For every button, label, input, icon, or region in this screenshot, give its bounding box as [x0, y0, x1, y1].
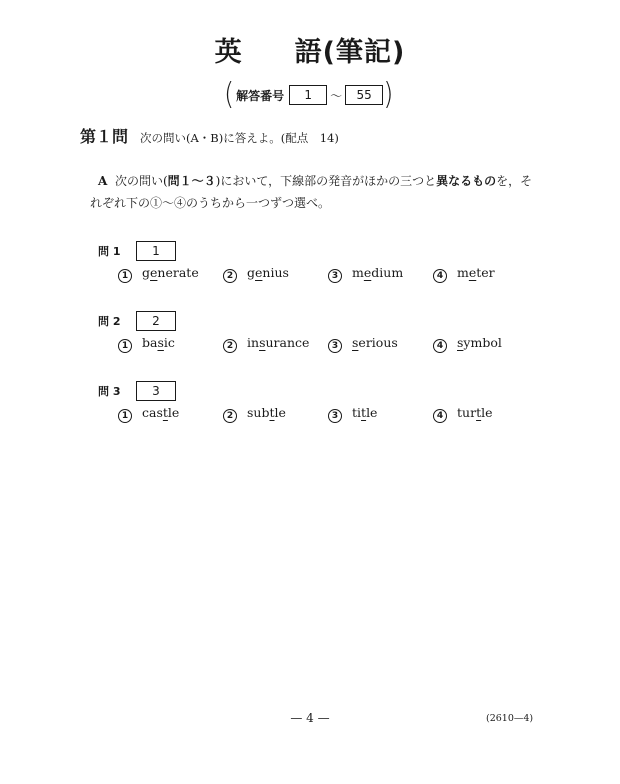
- option-word: [457, 265, 495, 280]
- section-instruction: 次の問い(A・B)に答えよ。(配点 14): [140, 131, 339, 145]
- question-label: 問 2: [98, 315, 121, 328]
- section-heading: 第１問: [80, 127, 129, 146]
- question-header: [98, 311, 176, 331]
- option[interactable]: [118, 265, 199, 282]
- part-a-label: A: [98, 174, 108, 188]
- option-word: [352, 335, 398, 350]
- question-label: 問 3: [98, 385, 121, 398]
- option[interactable]: [328, 265, 403, 282]
- part-a-line1: [98, 174, 532, 188]
- option-number: 1: [118, 269, 132, 283]
- underlined-letter: t: [269, 405, 275, 420]
- word-part: ba: [142, 335, 158, 350]
- option[interactable]: [433, 335, 502, 352]
- word-part: sub: [247, 405, 270, 420]
- word-part: g: [142, 265, 151, 280]
- option-row: [0, 335, 620, 355]
- part-a-line2: れぞれ下の①～④のうちから一つずつ選べ。: [90, 196, 331, 210]
- underlined-letter: t: [476, 405, 482, 420]
- answer-number-range: [224, 77, 394, 113]
- option-number: 1: [118, 339, 132, 353]
- answer-box[interactable]: 3: [136, 381, 176, 401]
- paren-close: ): [383, 77, 394, 113]
- option-word: [247, 335, 309, 350]
- answer-box[interactable]: 1: [136, 241, 176, 261]
- word-part: ic: [163, 335, 175, 350]
- option[interactable]: [433, 405, 493, 422]
- word-part: m: [352, 265, 364, 280]
- page-number: — 4 —: [290, 711, 330, 725]
- option-number: 4: [433, 339, 447, 353]
- underlined-letter: t: [361, 405, 367, 420]
- paren-open: (: [224, 77, 235, 113]
- option-word: [142, 265, 199, 280]
- option[interactable]: [328, 405, 377, 422]
- answer-range-start-box: 1: [289, 85, 327, 105]
- title-main: 英: [214, 37, 243, 68]
- underlined-letter: s: [259, 335, 266, 350]
- word-part: ter: [476, 265, 495, 280]
- option-word: [457, 405, 493, 420]
- answer-box[interactable]: 2: [136, 311, 176, 331]
- option-number: 3: [328, 409, 342, 423]
- option-row: [0, 405, 620, 425]
- option[interactable]: [433, 265, 495, 282]
- underlined-letter: e: [255, 265, 263, 280]
- underlined-letter: e: [363, 265, 372, 280]
- option-number: 2: [223, 339, 237, 353]
- word-part: le: [167, 405, 180, 420]
- section-header: [80, 124, 339, 147]
- option[interactable]: [118, 405, 179, 422]
- option-number: 1: [118, 409, 132, 423]
- question-header: [98, 381, 176, 401]
- option-number: 4: [433, 269, 447, 283]
- word-part: erious: [358, 335, 398, 350]
- question-label: 問 1: [98, 245, 121, 258]
- option-word: [142, 335, 175, 350]
- word-part: le: [481, 405, 493, 420]
- option-row: [0, 265, 620, 285]
- document-code: (2610—4): [486, 713, 534, 724]
- word-part: nius: [262, 265, 289, 280]
- answer-range-label: 解答番号: [236, 88, 285, 103]
- underlined-letter: e: [150, 265, 158, 280]
- option-word: [247, 265, 289, 280]
- page-title: [0, 30, 620, 69]
- word-part: urance: [265, 335, 310, 350]
- option-number: 3: [328, 269, 342, 283]
- word-part: dium: [371, 265, 404, 280]
- answer-range-end-box: 55: [345, 85, 383, 105]
- word-part: g: [247, 265, 256, 280]
- option[interactable]: [223, 265, 289, 282]
- option[interactable]: [223, 405, 286, 422]
- word-part: ymbol: [463, 335, 502, 350]
- question-header: [98, 241, 176, 261]
- part-a-text-3: を，そ: [496, 174, 533, 188]
- option[interactable]: [118, 335, 175, 352]
- underlined-letter: e: [468, 265, 477, 280]
- underlined-letter: s: [352, 335, 359, 350]
- word-part: ti: [352, 405, 362, 420]
- title-rest: 語(筆記): [294, 37, 406, 68]
- option-number: 4: [433, 409, 447, 423]
- underlined-letter: t: [162, 405, 168, 420]
- word-part: tur: [457, 405, 477, 420]
- option-number: 2: [223, 269, 237, 283]
- option-word: [247, 405, 286, 420]
- part-a-bold-diff: 異なるもの: [436, 174, 497, 188]
- option[interactable]: [223, 335, 309, 352]
- underlined-letter: s: [157, 335, 164, 350]
- underlined-letter: s: [457, 335, 464, 350]
- part-a-text-2: )において，下線部の発音がほかの三つと: [215, 174, 437, 188]
- word-part: m: [457, 265, 469, 280]
- option-word: [142, 405, 179, 420]
- word-part: cas: [142, 405, 163, 420]
- part-a-text-1: 次の問い(: [114, 174, 168, 188]
- part-a-instructions: [90, 170, 538, 214]
- option-word: [457, 335, 502, 350]
- word-part: le: [274, 405, 286, 420]
- option-number: 2: [223, 409, 237, 423]
- option[interactable]: [328, 335, 398, 352]
- option-number: 3: [328, 339, 342, 353]
- word-part: nerate: [157, 265, 199, 280]
- option-word: [352, 265, 403, 280]
- word-part: in: [247, 335, 260, 350]
- part-a-bold-q: 問１～３: [167, 174, 216, 188]
- option-word: [352, 405, 377, 420]
- answer-range-sep: ～: [330, 88, 343, 103]
- word-part: le: [366, 405, 378, 420]
